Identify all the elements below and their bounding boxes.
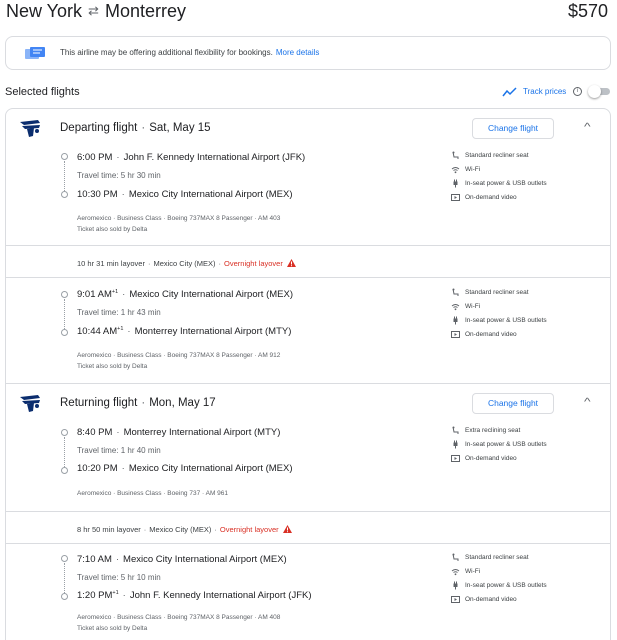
departing-date: Sat, May 15 [149, 122, 211, 134]
destination-dot-icon [61, 593, 68, 600]
flexibility-notice [5, 36, 611, 70]
departing-leg-1 [6, 149, 610, 245]
overnight-warning: Overnight layover [219, 525, 279, 534]
seat-icon [451, 288, 460, 297]
seat-icon [451, 426, 460, 435]
arrival-time: 10:30 PM [77, 189, 118, 200]
track-prices[interactable] [502, 84, 612, 100]
flight-meta: Aeromexico · Business Class · Boeing 737MAX 8 Passenger · AM 408 [77, 614, 281, 621]
arrival-airport: Mexico City International Airport (MEX) [128, 463, 293, 474]
departure-time: 7:10 AM [77, 554, 112, 565]
more-details-link[interactable]: More details [275, 48, 320, 57]
power-icon [451, 316, 460, 325]
collapse-chevron-icon[interactable]: ^ [584, 122, 591, 133]
layover-banner: 8 hr 50 min layover · Mexico City (MEX) · Overnight layover [6, 511, 610, 544]
travel-time: Travel time: 1 hr 40 min [77, 446, 161, 455]
departure-stop: 7:10 AM · Mexico City International Airport (MEX) [77, 554, 287, 565]
arrival-airport: Monterrey International Airport (MTY) [134, 326, 292, 338]
flight-details [77, 612, 280, 634]
destination-dot-icon [61, 467, 68, 474]
departure-time: 8:40 PM [77, 427, 113, 438]
flight-meta: Aeromexico · Business Class · Boeing 737MAX 8 Passenger · AM 403 [77, 215, 281, 222]
arrival-airport: John F. Kennedy International Airport (JFK) [129, 590, 312, 602]
seat-icon [451, 151, 460, 160]
arrival-time: 10:44 AM [77, 326, 118, 338]
amenity-item: In-seat power & USB outlets [451, 178, 601, 192]
arrival-stop: 1:20 $PM^{+1}$ · John F. Kennedy International Airport (JFK) [77, 590, 312, 602]
amenity-item: In-seat power & USB outlets [451, 315, 601, 329]
origin-dot-icon [61, 153, 68, 160]
returning-date: Mon, May 17 [149, 397, 216, 409]
wifi-icon [451, 165, 460, 174]
returning-section [5, 383, 611, 640]
returning-header [6, 384, 610, 424]
wifi-icon [451, 567, 460, 576]
amenities-list [451, 150, 601, 206]
warning-icon [287, 259, 296, 267]
departure-airport: Mexico City International Airport (MEX) [123, 554, 287, 565]
amenity-item: On-demand video [451, 192, 601, 206]
arrival-stop: 10:20 PM · Mexico City International Airport (MEX) [77, 463, 293, 474]
notice-text: This airline may be offering additional flexibility for bookings. [60, 48, 273, 57]
route-line [64, 437, 65, 467]
track-prices-label: Track prices [523, 87, 567, 96]
amenity-item: Extra reclining seat [451, 425, 601, 439]
codeshare-note: Ticket also sold by Delta [77, 363, 148, 370]
departure-airport: Monterrey International Airport (MTY) [123, 427, 281, 438]
destination-dot-icon [61, 329, 68, 336]
layover-duration: 10 hr 31 min layover [77, 259, 145, 268]
departure-time: 6:00 PM [77, 152, 113, 163]
codeshare-note: Ticket also sold by Delta [77, 625, 148, 632]
departing-header [6, 109, 610, 149]
amenity-item: Wi-Fi [451, 566, 601, 580]
video-icon [451, 330, 460, 339]
amenity-item: On-demand video [451, 594, 601, 608]
aeromexico-logo-icon [18, 118, 42, 138]
warning-icon [283, 525, 292, 533]
departure-airport: John F. Kennedy International Airport (JFK) [123, 152, 306, 163]
amenity-item: Standard recliner seat [451, 552, 601, 566]
flight-details [77, 213, 280, 235]
power-icon [451, 179, 460, 188]
destination-dot-icon [61, 191, 68, 198]
amenity-item: Standard recliner seat [451, 150, 601, 164]
video-icon [451, 595, 460, 604]
returning-title: Returning flight · Mon, May 17 [60, 397, 216, 409]
route-line [64, 299, 65, 329]
origin-dot-icon [61, 555, 68, 562]
departing-leg-2 [6, 284, 610, 384]
video-icon [451, 193, 460, 202]
flight-meta: Aeromexico · Business Class · Boeing 737 · AM 961 [77, 490, 229, 497]
route-timeline [61, 555, 69, 600]
route-timeline [61, 291, 69, 336]
swap-arrows-icon: ⇄ [88, 3, 99, 18]
departing-title: Departing flight · Sat, May 15 [60, 122, 211, 134]
departure-stop: 8:40 PM · Monterrey International Airport (MTY) [77, 427, 281, 438]
layover-duration: 8 hr 50 min layover [77, 525, 141, 534]
arrival-stop: 10:30 PM · Mexico City International Airport (MEX) [77, 189, 293, 200]
trend-icon [502, 86, 517, 98]
next-day-marker: +1 [117, 326, 124, 332]
total-price: $570 [567, 1, 608, 21]
route-timeline [61, 429, 69, 474]
flight-meta: Aeromexico · Business Class · Boeing 737MAX 8 Passenger · AM 912 [77, 352, 281, 359]
amenity-item: Standard recliner seat [451, 287, 601, 301]
layover-city: Mexico City (MEX) [153, 259, 216, 268]
destination-city: Monterrey [104, 1, 186, 21]
travel-time: Travel time: 5 hr 10 min [77, 573, 161, 582]
layover-city: Mexico City (MEX) [149, 525, 212, 534]
amenity-item: In-seat power & USB outlets [451, 580, 601, 594]
arrival-time: 10:20 PM [77, 463, 118, 474]
arrival-stop: 10:44 $AM^{+1}$ · Monterrey International Airport (MTY) [77, 326, 292, 338]
amenities-list [451, 552, 601, 608]
overnight-warning: Overnight layover [224, 259, 283, 268]
power-icon [451, 581, 460, 590]
departure-stop: 9:01 $AM^{+1}$ · Mexico City International Airport (MEX) [77, 289, 293, 301]
info-icon[interactable]: i [573, 87, 582, 96]
codeshare-note: Ticket also sold by Delta [77, 226, 148, 233]
amenity-item: Wi-Fi [451, 164, 601, 178]
origin-dot-icon [61, 429, 68, 436]
travel-time: Travel time: 5 hr 30 min [77, 171, 161, 180]
flight-details [77, 350, 280, 372]
section-title-text: Departing flight [60, 122, 138, 134]
flight-details [77, 488, 228, 499]
arrival-airport: Mexico City International Airport (MEX) [128, 189, 293, 200]
amenity-item: On-demand video [451, 453, 601, 467]
layover-banner: 10 hr 31 min layover · Mexico City (MEX) · Overnight layover [6, 245, 610, 278]
aeromexico-logo-icon [18, 393, 42, 413]
amenity-item: On-demand video [451, 329, 601, 343]
route-timeline [61, 153, 69, 198]
collapse-chevron-icon[interactable]: ^ [584, 397, 591, 408]
seat-icon [451, 553, 460, 562]
selected-flights-heading: Selected flights [5, 86, 80, 98]
route-title [6, 1, 186, 22]
video-icon [451, 454, 460, 463]
returning-leg-1 [6, 423, 610, 511]
amenity-item: In-seat power & USB outlets [451, 439, 601, 453]
amenity-item: Wi-Fi [451, 301, 601, 315]
track-prices-toggle[interactable] [588, 85, 612, 98]
route-line [64, 563, 65, 593]
section-title-text: Returning flight [60, 397, 138, 409]
toggle-knob [588, 85, 601, 98]
origin-city: New York [6, 1, 83, 21]
power-icon [451, 440, 460, 449]
ticket-icon [24, 46, 46, 60]
amenities-list [451, 287, 601, 343]
returning-leg-2 [6, 549, 610, 640]
departing-section [5, 108, 611, 384]
route-line [64, 161, 65, 191]
arrival-time: 1:20 PM [77, 590, 113, 602]
departure-stop: 6:00 PM · John F. Kennedy International Airport (JFK) [77, 152, 306, 163]
origin-dot-icon [61, 291, 68, 298]
wifi-icon [451, 302, 460, 311]
next-day-marker: +1 [112, 590, 119, 596]
trip-header [0, 0, 617, 28]
travel-time: Travel time: 1 hr 43 min [77, 308, 161, 317]
change-returning-flight-button[interactable]: Change flight [472, 393, 554, 414]
next-day-marker: +1 [111, 289, 119, 295]
change-departing-flight-button[interactable]: Change flight [472, 118, 554, 139]
departure-time: 9:01 AM [77, 289, 112, 301]
amenities-list [451, 425, 601, 467]
departure-airport: Mexico City International Airport (MEX) [129, 289, 293, 301]
